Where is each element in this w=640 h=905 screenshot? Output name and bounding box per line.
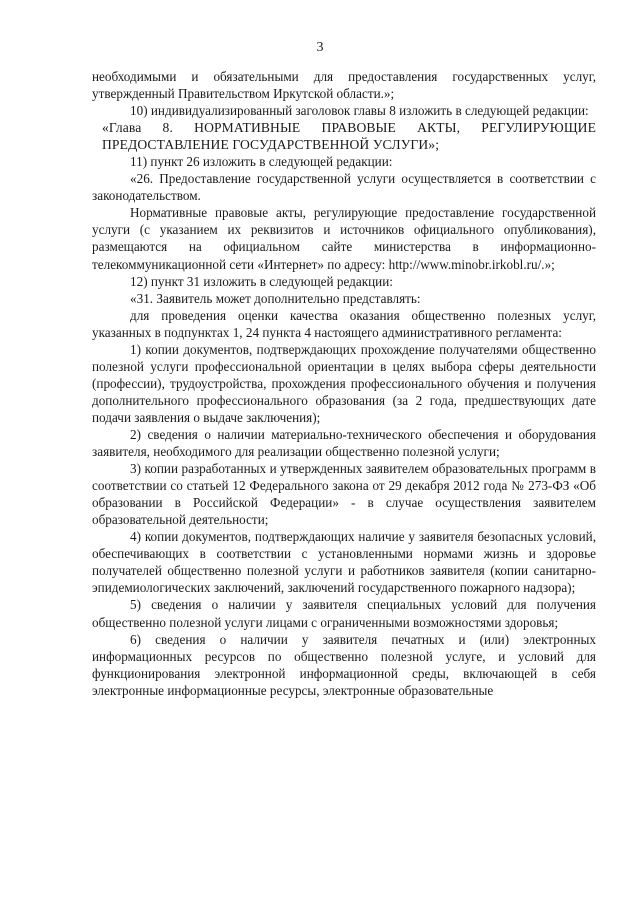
paragraph: необходимыми и обязательными для предоставления государственных услуг, утвержденный Правительством Иркутской области.»; <box>92 69 596 102</box>
document-body <box>92 68 596 699</box>
list-item: 2) сведения о наличии материально-технического обеспечения и оборудования заявителя, необходимого для реализации общественно полезной услуги; <box>92 426 596 460</box>
paragraph: 10) индивидуализированный заголовок главы 8 изложить в следующей редакции: <box>130 103 589 119</box>
paragraph: «26. Предоставление государственной услуги осуществляется в соответствии с законодательством. <box>92 171 596 204</box>
paragraph: «31. Заявитель может дополнительно представлять: <box>130 290 421 306</box>
page-number: 3 <box>316 40 324 55</box>
paragraph: 12) пункт 31 изложить в следующей редакции: <box>130 273 393 289</box>
list-item: 4) копии документов, подтверждающих наличие у заявителя безопасных условий, обеспечивающих в соответствии с установленными нормами жизнь и здоровье получателей общественно полезной услуги и работников заявителя (копии санитарно-эпидемиологических заключений, заключений государственного пожарного надзора); <box>92 529 596 596</box>
chapter-heading: «Глава 8. НОРМАТИВНЫЕ ПРАВОВЫЕ АКТЫ, РЕГУЛИРУЮЩИЕ ПРЕДОСТАВЛЕНИЕ ГОСУДАРСТВЕННОЙ УСЛУГИ»; <box>102 120 596 153</box>
list-item: 1) копии документов, подтверждающих прохождение получателями общественно полезной услуги профессиональной ориентации в целях выбора сферы деятельности (профессии), трудоустройства, прохождения профессионального обучения и получения дополнительного профессионального образования (за 2 года, предшествующих дате подачи заявления о выдаче заключения); <box>92 341 596 425</box>
list-item: 3) копии разработанных и утвержденных заявителем образовательных программ в соответствии со статьей 12 Федерального закона от 29 декабря 2012 года № 273-ФЗ «Об образовании в Российской Федерации» - в случае осуществления заявителем образовательной деятельности; <box>92 461 596 528</box>
paragraph: 11) пункт 26 изложить в следующей редакции: <box>130 154 393 170</box>
list-item: 6) сведения о наличии у заявителя печатных и (или) электронных информационных ресурсов по общественно полезной услуге, и условий для функционирования электронной информационной среды, включающей в себя электронные информационные ресурсы, электронные образовательные <box>92 631 596 698</box>
paragraph: для проведения оценки качества оказания общественно полезных услуг, указанных в подпунктах 1, 24 пункта 4 настоящего административного регламента: <box>92 307 596 340</box>
list-item: 5) сведения о наличии у заявителя специальных условий для получения общественно полезной услуги лицами с ограниченными возможностями здоровья; <box>92 597 596 630</box>
paragraph: Нормативные правовые акты, регулирующие предоставление государственной услуги (с указанием их реквизитов и источников официального опубликования), размещаются на официальном сайте министерства в информационно-телекоммуникационной сети «Интернет» по адресу: http://www.minobr.irkobl.ru/.»; <box>92 205 596 272</box>
